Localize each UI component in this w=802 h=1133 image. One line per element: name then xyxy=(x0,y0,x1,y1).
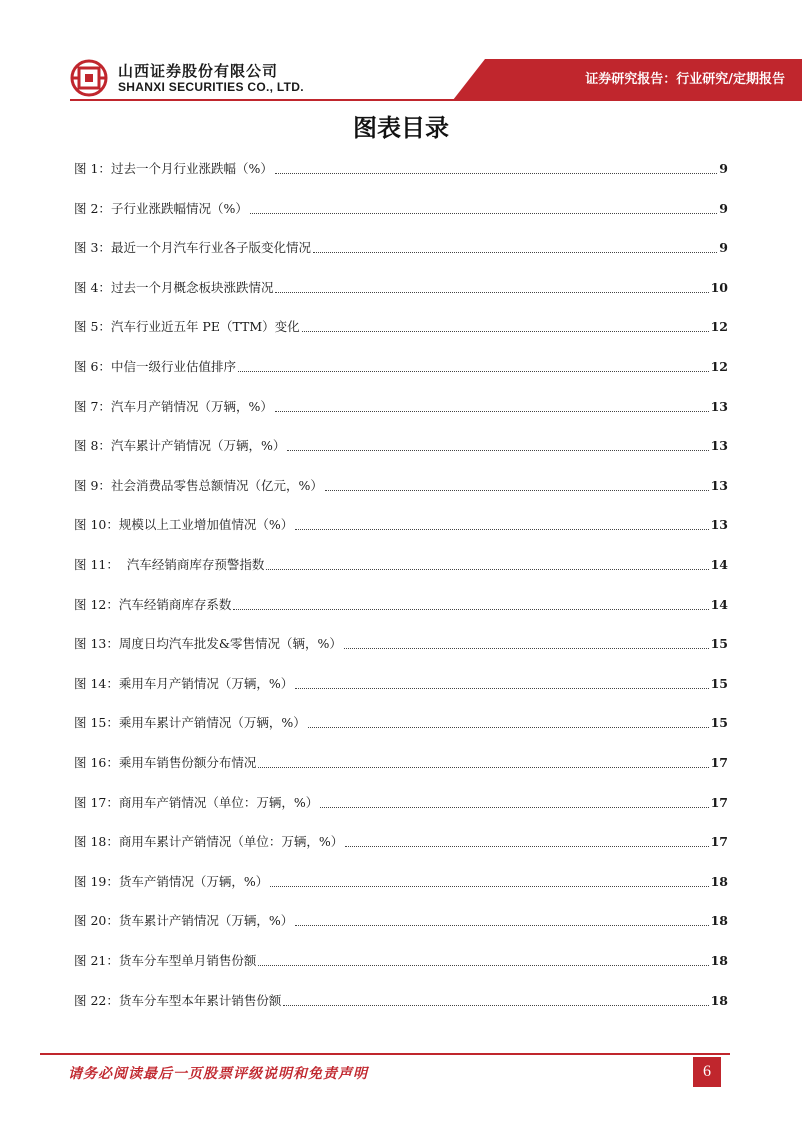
company-name-cn: 山西证券股份有限公司 xyxy=(118,62,279,80)
toc-page-number: 18 xyxy=(710,873,728,889)
toc-figure-number: 图 19： xyxy=(74,873,119,889)
toc-figure-caption: 货车累计产销情况（万辆，%） xyxy=(118,913,294,929)
shanxi-securities-logo-icon xyxy=(70,59,108,97)
toc-page-number: 14 xyxy=(710,596,728,612)
report-type-label: 证券研究报告：行业研究/定期报告 xyxy=(585,72,785,87)
toc-figure-caption: 最近一个月汽车行业各子版变化情况 xyxy=(110,240,311,256)
toc-figure-caption: 乘用车累计产销情况（万辆，%） xyxy=(118,715,306,731)
toc-entry[interactable] xyxy=(74,515,728,535)
toc-dot-leader xyxy=(270,885,708,887)
toc-page-number: 9 xyxy=(719,240,728,256)
toc-page-number: 14 xyxy=(710,557,728,572)
toc-figure-caption: 汽车行业近五年 PE（TTM）变化 xyxy=(110,319,300,335)
company-name-en: SHANXI SECURITIES CO., LTD. xyxy=(118,80,304,94)
toc-dot-leader xyxy=(275,410,709,412)
toc-figure-number: 图 7： xyxy=(74,398,111,414)
toc-dot-leader xyxy=(258,964,708,966)
toc-entry[interactable] xyxy=(74,436,728,456)
toc-entry[interactable] xyxy=(74,634,728,654)
toc-entry[interactable] xyxy=(74,278,728,298)
toc-page-number: 9 xyxy=(719,161,728,176)
toc-dot-leader xyxy=(287,449,708,451)
toc-entry[interactable] xyxy=(74,951,728,971)
toc-figure-caption: 乘用车销售份额分布情况 xyxy=(118,755,257,770)
toc-page-number: 15 xyxy=(710,636,728,652)
toc-entry[interactable] xyxy=(74,674,728,694)
toc-dot-leader xyxy=(295,687,708,689)
toc-dot-leader xyxy=(295,924,708,926)
toc-dot-leader xyxy=(250,212,717,214)
toc-figure-caption: 货车分车型本年累计销售份额 xyxy=(118,992,282,1008)
toc-figure-caption: 汽车累计产销情况（万辆，%） xyxy=(110,438,286,454)
toc-dot-leader xyxy=(266,568,708,570)
toc-figure-number: 图 8： xyxy=(74,438,111,454)
toc-dot-leader xyxy=(313,251,717,253)
toc-page-number: 17 xyxy=(710,755,728,770)
toc-figure-caption: 子行业涨跌幅情况（%） xyxy=(110,200,248,216)
toc-entry[interactable] xyxy=(74,397,728,417)
toc-figure-caption: 过去一个月行业涨跌幅（%） xyxy=(110,161,273,176)
toc-dot-leader xyxy=(258,766,708,768)
toc-entry[interactable] xyxy=(74,911,728,931)
toc-dot-leader xyxy=(275,172,717,174)
toc-entry[interactable] xyxy=(74,238,728,258)
toc-figure-number: 图 4： xyxy=(74,279,111,295)
toc-figure-number: 图 16： xyxy=(74,755,119,770)
toc-figure-caption: 汽车经销商库存系数 xyxy=(118,596,232,612)
toc-figure-number: 图 6： xyxy=(74,359,111,374)
toc-page-number: 10 xyxy=(710,279,728,295)
toc-dot-leader xyxy=(320,806,708,808)
toc-figure-caption: 社会消费品零售总额情况（亿元，%） xyxy=(110,477,323,493)
toc-page-number: 17 xyxy=(710,794,728,810)
toc-figure-number: 图 5： xyxy=(74,319,111,335)
toc-dot-leader xyxy=(295,528,708,530)
toc-figure-number: 图 22： xyxy=(74,992,119,1008)
toc-dot-leader xyxy=(283,1004,708,1006)
toc-dot-leader xyxy=(325,489,709,491)
toc-figure-number: 图 13： xyxy=(74,636,119,652)
toc-figure-number: 图 9： xyxy=(74,477,111,493)
footer-divider xyxy=(40,1053,730,1055)
toc-entry[interactable] xyxy=(74,317,728,337)
toc-page-number: 15 xyxy=(710,715,728,731)
header-divider xyxy=(70,99,802,101)
toc-figure-number: 图 18： xyxy=(74,834,119,850)
toc-dot-leader xyxy=(233,608,708,610)
toc-dot-leader xyxy=(238,370,709,372)
toc-figure-number: 图 12： xyxy=(74,596,119,612)
toc-figure-caption: 汽车经销商库存预警指数 xyxy=(118,557,265,572)
toc-figure-number: 图 2： xyxy=(74,200,111,216)
toc-entry[interactable] xyxy=(74,793,728,813)
toc-entry[interactable] xyxy=(74,753,728,773)
toc-page-number: 18 xyxy=(710,992,728,1008)
footer-disclaimer: 请务必阅读最后一页股票评级说明和免责声明 xyxy=(68,1066,368,1082)
toc-page-number: 13 xyxy=(710,477,728,493)
toc-entry[interactable] xyxy=(74,991,728,1011)
toc-figure-caption: 过去一个月概念板块涨跌情况 xyxy=(110,279,274,295)
toc-figure-number: 图 17： xyxy=(74,794,119,810)
toc-dot-leader xyxy=(344,647,709,649)
toc-entry[interactable] xyxy=(74,476,728,496)
toc-page-number: 12 xyxy=(710,359,728,374)
toc-figure-number: 图 21： xyxy=(74,953,119,968)
toc-entry[interactable] xyxy=(74,832,728,852)
toc-page-number: 13 xyxy=(710,517,728,533)
toc-dot-leader xyxy=(345,845,708,847)
toc-page-number: 15 xyxy=(710,675,728,691)
toc-dot-leader xyxy=(308,726,709,728)
toc-figure-number: 图 20： xyxy=(74,913,119,929)
toc-dot-leader xyxy=(302,330,709,332)
toc-figure-caption: 中信一级行业估值排序 xyxy=(110,359,236,374)
toc-figure-caption: 规模以上工业增加值情况（%） xyxy=(118,517,294,533)
toc-entry[interactable] xyxy=(74,713,728,733)
toc-figure-caption: 乘用车月产销情况（万辆，%） xyxy=(118,675,294,691)
toc-page-number: 9 xyxy=(719,200,728,216)
toc-figure-caption: 汽车月产销情况（万辆，%） xyxy=(110,398,273,414)
toc-entry[interactable] xyxy=(74,159,728,179)
toc-figure-number: 图 11： xyxy=(74,557,119,572)
toc-page-number: 13 xyxy=(710,398,728,414)
toc-figure-number: 图 1： xyxy=(74,161,111,176)
toc-page-number: 12 xyxy=(710,319,728,335)
toc-figure-caption: 商用车产销情况（单位：万辆，%） xyxy=(118,794,319,810)
page-title: 图表目录 xyxy=(353,114,449,142)
toc-entry[interactable] xyxy=(74,595,728,615)
toc-figure-caption: 商用车累计产销情况（单位：万辆，%） xyxy=(118,834,344,850)
toc-figure-caption: 货车产销情况（万辆，%） xyxy=(118,873,269,889)
toc-page-number: 17 xyxy=(710,834,728,850)
toc-figure-number: 图 15： xyxy=(74,715,119,731)
toc-entry[interactable] xyxy=(74,872,728,892)
toc-figure-number: 图 14： xyxy=(74,675,119,691)
page-number: 6 xyxy=(693,1057,721,1087)
toc-entry[interactable] xyxy=(74,199,728,219)
toc-figure-number: 图 3： xyxy=(74,240,111,256)
toc-entry[interactable] xyxy=(74,555,728,575)
toc-figure-caption: 周度日均汽车批发&零售情况（辆，%） xyxy=(118,636,342,652)
toc-figure-number: 图 10： xyxy=(74,517,119,533)
toc-page-number: 18 xyxy=(710,953,728,968)
toc-figure-caption: 货车分车型单月销售份额 xyxy=(118,953,257,968)
toc-page-number: 18 xyxy=(710,913,728,929)
toc-dot-leader xyxy=(275,291,708,293)
toc-page-number: 13 xyxy=(710,438,728,454)
toc-entry[interactable] xyxy=(74,357,728,377)
